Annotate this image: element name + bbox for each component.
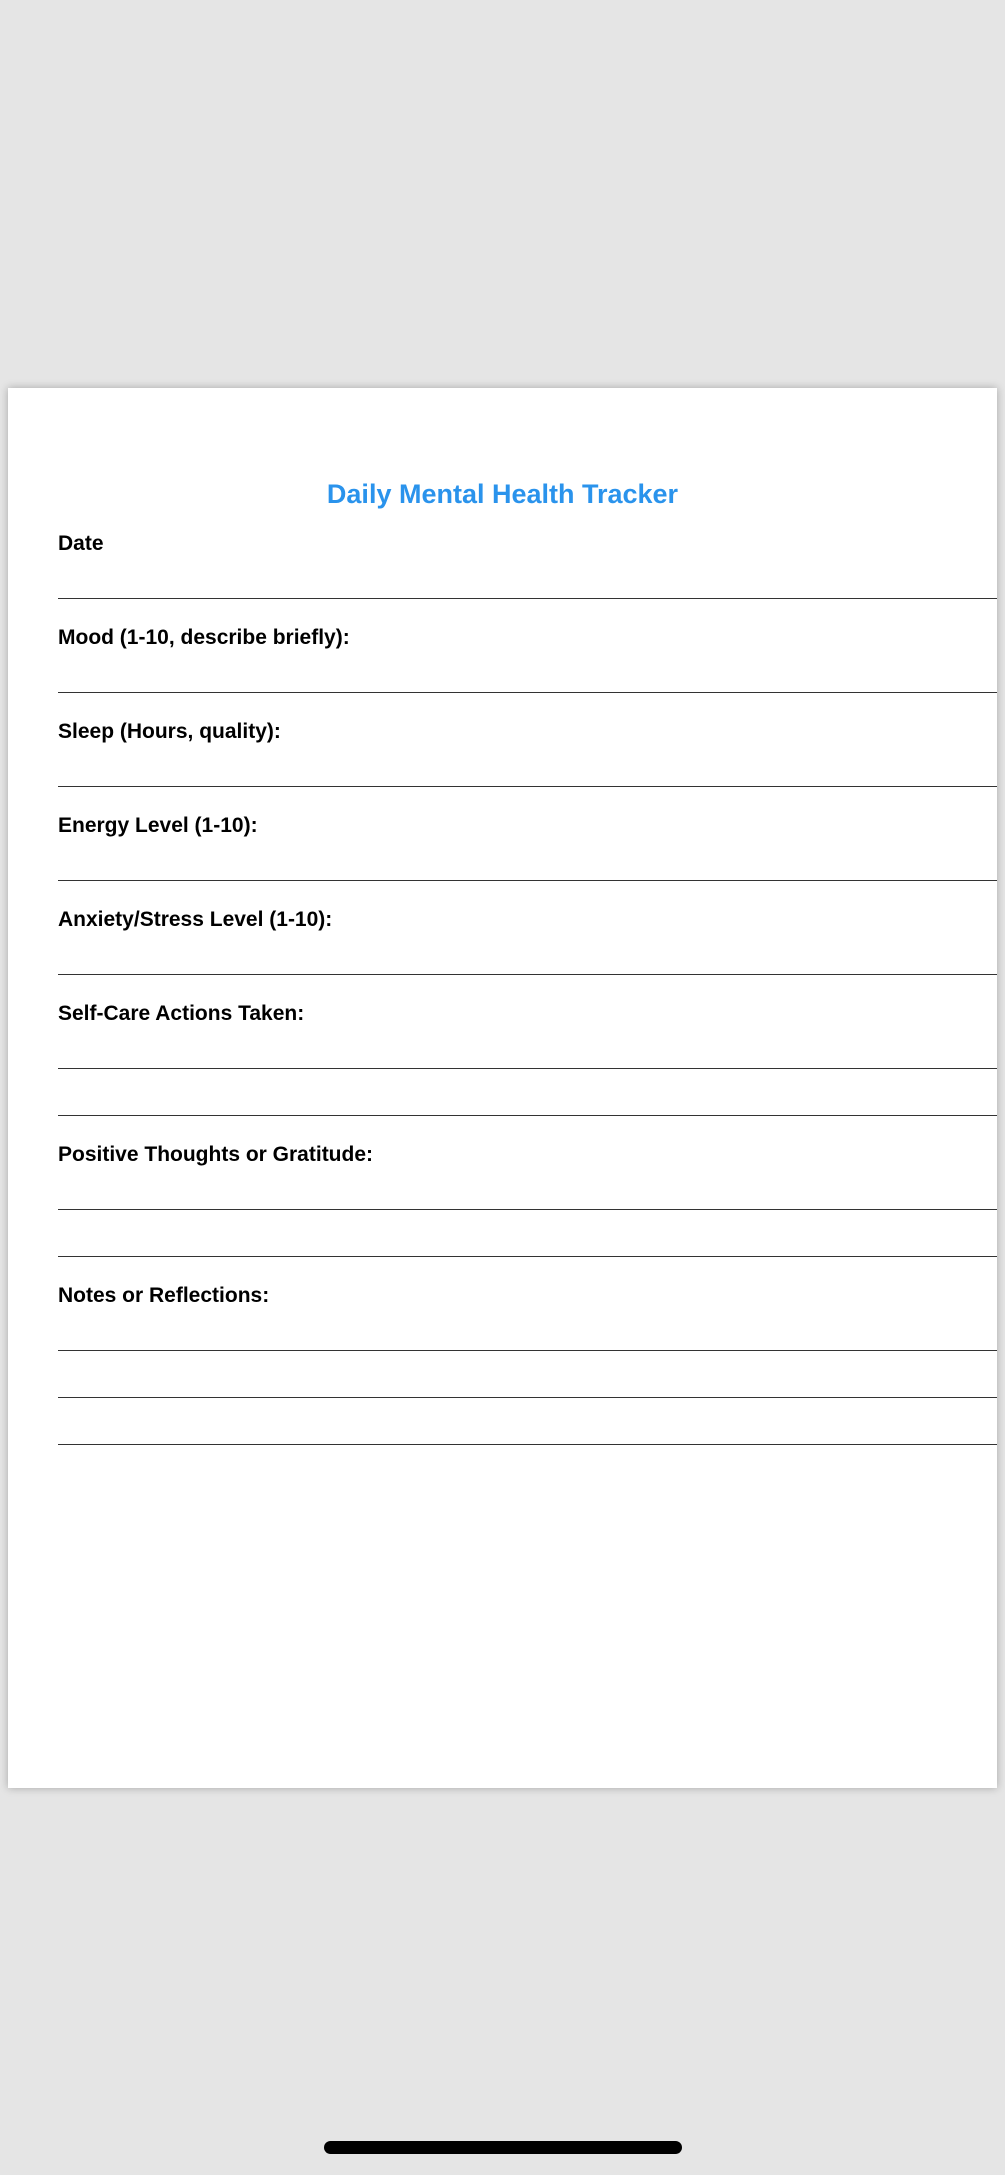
sleep-label: Sleep (Hours, quality): xyxy=(58,720,281,743)
anxiety-stress-label: Anxiety/Stress Level (1-10): xyxy=(58,908,333,931)
notes-line-3[interactable] xyxy=(58,1444,997,1445)
gratitude-label: Positive Thoughts or Gratitude: xyxy=(58,1143,374,1166)
self-care-line-2[interactable] xyxy=(58,1115,997,1116)
energy-level-label: Energy Level (1-10): xyxy=(58,814,258,837)
anxiety-stress-line[interactable] xyxy=(58,974,997,975)
sleep-line[interactable] xyxy=(58,786,997,787)
gratitude-line-1[interactable] xyxy=(58,1209,997,1210)
home-indicator[interactable] xyxy=(324,2141,682,2154)
notes-label: Notes or Reflections: xyxy=(58,1284,270,1307)
notes-line-2[interactable] xyxy=(58,1397,997,1398)
energy-level-line[interactable] xyxy=(58,880,997,881)
date-label: Date xyxy=(58,532,104,555)
gratitude-line-2[interactable] xyxy=(58,1256,997,1257)
date-line[interactable] xyxy=(58,598,997,599)
mood-label: Mood (1-10, describe briefly): xyxy=(58,626,350,649)
self-care-line-1[interactable] xyxy=(58,1068,997,1069)
self-care-label: Self-Care Actions Taken: xyxy=(58,1002,305,1025)
mood-line[interactable] xyxy=(58,692,997,693)
notes-line-1[interactable] xyxy=(58,1350,997,1351)
document-page xyxy=(8,388,997,1788)
page-title: Daily Mental Health Tracker xyxy=(326,479,679,509)
